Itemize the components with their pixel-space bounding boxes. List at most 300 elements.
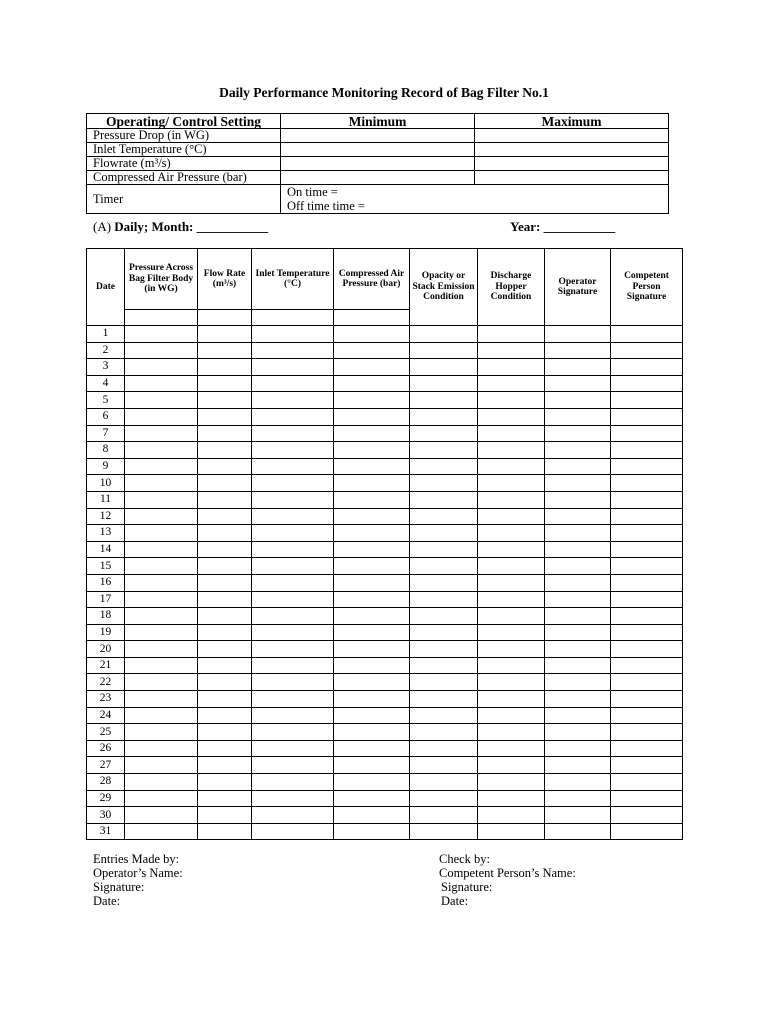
log-entry-cell[interactable] xyxy=(334,342,410,359)
log-entry-cell[interactable] xyxy=(545,375,611,392)
log-entry-cell[interactable] xyxy=(125,724,198,741)
log-entry-cell[interactable] xyxy=(410,574,478,591)
log-entry-cell[interactable] xyxy=(198,408,252,425)
log-entry-cell[interactable] xyxy=(545,558,611,575)
setting-label: Flowrate (m³/s) xyxy=(87,157,281,171)
setting-minimum-cell[interactable] xyxy=(281,143,475,157)
log-row xyxy=(87,425,683,442)
log-entry-cell[interactable] xyxy=(410,740,478,757)
log-entry-cell[interactable] xyxy=(198,740,252,757)
log-entry-cell[interactable] xyxy=(478,657,545,674)
log-entry-cell[interactable] xyxy=(478,707,545,724)
log-entry-cell[interactable] xyxy=(125,823,198,840)
log-entry-cell[interactable] xyxy=(125,541,198,558)
log-entry-cell[interactable] xyxy=(410,558,478,575)
log-entry-cell[interactable] xyxy=(410,608,478,625)
log-entry-cell[interactable] xyxy=(611,408,683,425)
log-entry-cell[interactable] xyxy=(545,392,611,409)
log-entry-cell[interactable] xyxy=(410,624,478,641)
log-entry-cell[interactable] xyxy=(478,359,545,376)
entries-made-by: Entries Made by: xyxy=(93,852,180,866)
log-row xyxy=(87,691,683,708)
settings-header-maximum: Maximum xyxy=(475,114,669,129)
log-entry-cell[interactable] xyxy=(252,757,334,774)
log-row xyxy=(87,375,683,392)
log-entry-cell[interactable] xyxy=(410,657,478,674)
log-entry-cell[interactable] xyxy=(252,774,334,791)
log-entry-cell[interactable] xyxy=(478,790,545,807)
day-number: 2 xyxy=(87,342,125,359)
log-entry-cell[interactable] xyxy=(125,508,198,525)
log-entry-cell[interactable] xyxy=(125,657,198,674)
log-entry-cell[interactable] xyxy=(252,375,334,392)
log-entry-cell[interactable] xyxy=(478,608,545,625)
day-number: 12 xyxy=(87,508,125,525)
log-entry-cell[interactable] xyxy=(198,326,252,343)
log-entry-cell[interactable] xyxy=(611,558,683,575)
log-entry-cell[interactable] xyxy=(478,525,545,542)
log-entry-cell[interactable] xyxy=(410,790,478,807)
log-entry-cell[interactable] xyxy=(125,807,198,824)
log-entry-cell[interactable] xyxy=(252,442,334,459)
setting-maximum-cell[interactable] xyxy=(475,157,669,171)
col-discharge-header: Discharge Hopper Condition xyxy=(478,249,545,326)
setting-minimum-cell[interactable] xyxy=(281,129,475,143)
log-entry-cell[interactable] xyxy=(198,757,252,774)
log-entry-cell[interactable] xyxy=(410,475,478,492)
log-row xyxy=(87,491,683,508)
log-entry-cell[interactable] xyxy=(611,458,683,475)
log-row xyxy=(87,657,683,674)
log-entry-cell[interactable] xyxy=(125,790,198,807)
log-entry-cell[interactable] xyxy=(125,624,198,641)
log-entry-cell[interactable] xyxy=(334,525,410,542)
log-entry-cell[interactable] xyxy=(545,508,611,525)
log-entry-cell[interactable] xyxy=(334,724,410,741)
log-entry-cell[interactable] xyxy=(252,724,334,741)
log-entry-cell[interactable] xyxy=(198,508,252,525)
log-entry-cell[interactable] xyxy=(478,641,545,658)
log-entry-cell[interactable] xyxy=(125,408,198,425)
period-year xyxy=(510,219,615,235)
log-entry-cell[interactable] xyxy=(198,641,252,658)
log-entry-cell[interactable] xyxy=(410,641,478,658)
log-entry-cell[interactable] xyxy=(125,458,198,475)
log-entry-cell[interactable] xyxy=(545,491,611,508)
log-entry-cell[interactable] xyxy=(125,392,198,409)
day-number: 15 xyxy=(87,558,125,575)
log-entry-cell[interactable] xyxy=(410,774,478,791)
log-entry-cell[interactable] xyxy=(611,691,683,708)
day-number: 25 xyxy=(87,724,125,741)
log-entry-cell[interactable] xyxy=(125,491,198,508)
day-number: 21 xyxy=(87,657,125,674)
log-entry-cell[interactable] xyxy=(252,674,334,691)
log-entry-cell[interactable] xyxy=(545,342,611,359)
log-entry-cell[interactable] xyxy=(125,342,198,359)
log-entry-cell[interactable] xyxy=(334,425,410,442)
log-entry-cell[interactable] xyxy=(545,624,611,641)
log-entry-cell[interactable] xyxy=(545,707,611,724)
log-entry-cell[interactable] xyxy=(252,525,334,542)
log-entry-cell[interactable] xyxy=(611,724,683,741)
log-entry-cell[interactable] xyxy=(611,475,683,492)
log-entry-cell[interactable] xyxy=(334,359,410,376)
log-entry-cell[interactable] xyxy=(252,740,334,757)
log-entry-cell[interactable] xyxy=(410,491,478,508)
log-entry-cell[interactable] xyxy=(478,774,545,791)
log-entry-cell[interactable] xyxy=(334,475,410,492)
log-entry-cell[interactable] xyxy=(198,674,252,691)
log-entry-cell[interactable] xyxy=(478,757,545,774)
log-entry-cell[interactable] xyxy=(611,375,683,392)
log-entry-cell[interactable] xyxy=(334,790,410,807)
log-entry-cell[interactable] xyxy=(611,624,683,641)
log-entry-cell[interactable] xyxy=(611,359,683,376)
log-entry-cell[interactable] xyxy=(125,525,198,542)
log-entry-cell[interactable] xyxy=(611,392,683,409)
log-entry-cell[interactable] xyxy=(125,326,198,343)
log-entry-cell[interactable] xyxy=(410,707,478,724)
day-number: 13 xyxy=(87,525,125,542)
log-entry-cell[interactable] xyxy=(611,823,683,840)
day-number: 1 xyxy=(87,326,125,343)
log-entry-cell[interactable] xyxy=(334,408,410,425)
log-entry-cell[interactable] xyxy=(545,425,611,442)
log-entry-cell[interactable] xyxy=(198,525,252,542)
log-entry-cell[interactable] xyxy=(125,740,198,757)
log-entry-cell[interactable] xyxy=(125,574,198,591)
log-entry-cell[interactable] xyxy=(198,342,252,359)
log-entry-cell[interactable] xyxy=(252,790,334,807)
log-entry-cell[interactable] xyxy=(198,491,252,508)
log-entry-cell[interactable] xyxy=(611,541,683,558)
log-entry-cell[interactable] xyxy=(410,823,478,840)
log-entry-cell[interactable] xyxy=(410,691,478,708)
log-entry-cell[interactable] xyxy=(334,707,410,724)
log-entry-cell[interactable] xyxy=(545,541,611,558)
log-entry-cell[interactable] xyxy=(478,425,545,442)
period-month xyxy=(93,219,268,235)
log-entry-cell[interactable] xyxy=(478,691,545,708)
log-entry-cell[interactable] xyxy=(410,757,478,774)
log-entry-cell[interactable] xyxy=(478,574,545,591)
log-entry-cell[interactable] xyxy=(125,608,198,625)
log-entry-cell[interactable] xyxy=(611,674,683,691)
log-entry-cell[interactable] xyxy=(611,774,683,791)
log-entry-cell[interactable] xyxy=(125,757,198,774)
log-entry-cell[interactable] xyxy=(125,774,198,791)
log-entry-cell[interactable] xyxy=(334,740,410,757)
log-entry-cell[interactable] xyxy=(611,591,683,608)
log-entry-cell[interactable] xyxy=(545,442,611,459)
col-inlet-header: Inlet Temperature (°C) xyxy=(252,249,334,310)
log-entry-cell[interactable] xyxy=(252,641,334,658)
log-entry-cell[interactable] xyxy=(545,475,611,492)
log-entry-cell[interactable] xyxy=(611,425,683,442)
log-entry-cell[interactable] xyxy=(125,691,198,708)
log-entry-cell[interactable] xyxy=(478,674,545,691)
log-entry-cell[interactable] xyxy=(611,740,683,757)
log-entry-cell[interactable] xyxy=(410,442,478,459)
log-entry-cell[interactable] xyxy=(545,525,611,542)
log-entry-cell[interactable] xyxy=(334,458,410,475)
log-row xyxy=(87,724,683,741)
log-entry-cell[interactable] xyxy=(334,375,410,392)
log-row xyxy=(87,674,683,691)
log-entry-cell[interactable] xyxy=(252,574,334,591)
log-entry-cell[interactable] xyxy=(611,657,683,674)
log-entry-cell[interactable] xyxy=(252,691,334,708)
log-entry-cell[interactable] xyxy=(334,392,410,409)
log-entry-cell[interactable] xyxy=(410,425,478,442)
log-entry-cell[interactable] xyxy=(334,774,410,791)
log-entry-cell[interactable] xyxy=(545,674,611,691)
log-entry-cell[interactable] xyxy=(334,508,410,525)
log-entry-cell[interactable] xyxy=(545,608,611,625)
log-entry-cell[interactable] xyxy=(252,425,334,442)
log-entry-cell[interactable] xyxy=(545,691,611,708)
day-number: 19 xyxy=(87,624,125,641)
log-entry-cell[interactable] xyxy=(410,674,478,691)
day-number: 7 xyxy=(87,425,125,442)
log-entry-cell[interactable] xyxy=(334,574,410,591)
log-entry-cell[interactable] xyxy=(478,442,545,459)
log-entry-cell[interactable] xyxy=(478,541,545,558)
log-entry-cell[interactable] xyxy=(410,724,478,741)
log-entry-cell[interactable] xyxy=(198,425,252,442)
log-entry-cell[interactable] xyxy=(252,326,334,343)
setting-minimum-cell[interactable] xyxy=(281,157,475,171)
log-entry-cell[interactable] xyxy=(198,591,252,608)
log-entry-cell[interactable] xyxy=(252,558,334,575)
log-entry-cell[interactable] xyxy=(125,375,198,392)
log-entry-cell[interactable] xyxy=(545,790,611,807)
log-entry-cell[interactable] xyxy=(125,558,198,575)
log-entry-cell[interactable] xyxy=(125,425,198,442)
log-entry-cell[interactable] xyxy=(125,359,198,376)
log-entry-cell[interactable] xyxy=(478,475,545,492)
log-entry-cell[interactable] xyxy=(125,591,198,608)
setting-minimum-cell[interactable] xyxy=(281,171,475,185)
day-number: 29 xyxy=(87,790,125,807)
log-entry-cell[interactable] xyxy=(478,724,545,741)
log-entry-cell[interactable] xyxy=(410,392,478,409)
log-entry-cell[interactable] xyxy=(478,807,545,824)
log-entry-cell[interactable] xyxy=(252,359,334,376)
setting-maximum-cell[interactable] xyxy=(475,129,669,143)
footer-check xyxy=(439,852,576,908)
log-row xyxy=(87,757,683,774)
log-entry-cell[interactable] xyxy=(410,508,478,525)
log-entry-cell[interactable] xyxy=(198,807,252,824)
log-entry-cell[interactable] xyxy=(611,574,683,591)
log-entry-cell[interactable] xyxy=(198,707,252,724)
log-entry-cell[interactable] xyxy=(198,790,252,807)
log-entry-cell[interactable] xyxy=(334,326,410,343)
log-entry-cell[interactable] xyxy=(334,624,410,641)
daily-month-label: Daily; Month: ___________ xyxy=(114,219,269,234)
setting-maximum-cell[interactable] xyxy=(475,143,669,157)
log-entry-cell[interactable] xyxy=(198,458,252,475)
log-entry-cell[interactable] xyxy=(545,574,611,591)
log-entry-cell[interactable] xyxy=(252,491,334,508)
log-entry-cell[interactable] xyxy=(410,807,478,824)
log-entry-cell[interactable] xyxy=(545,458,611,475)
day-number: 16 xyxy=(87,574,125,591)
settings-timer-row xyxy=(87,185,669,214)
log-entry-cell[interactable] xyxy=(198,558,252,575)
log-entry-cell[interactable] xyxy=(252,408,334,425)
log-entry-cell[interactable] xyxy=(410,342,478,359)
day-number: 8 xyxy=(87,442,125,459)
day-number: 17 xyxy=(87,591,125,608)
log-entry-cell[interactable] xyxy=(198,392,252,409)
log-entry-cell[interactable] xyxy=(125,707,198,724)
log-entry-cell[interactable] xyxy=(198,724,252,741)
log-entry-cell[interactable] xyxy=(611,342,683,359)
log-entry-cell[interactable] xyxy=(410,359,478,376)
log-entry-cell[interactable] xyxy=(478,392,545,409)
log-entry-cell[interactable] xyxy=(198,657,252,674)
log-entry-cell[interactable] xyxy=(545,657,611,674)
log-entry-cell[interactable] xyxy=(410,326,478,343)
day-number: 18 xyxy=(87,608,125,625)
log-entry-cell[interactable] xyxy=(545,326,611,343)
log-entry-cell[interactable] xyxy=(252,608,334,625)
log-entry-cell[interactable] xyxy=(611,757,683,774)
log-entry-cell[interactable] xyxy=(252,657,334,674)
log-entry-cell[interactable] xyxy=(198,574,252,591)
log-entry-cell[interactable] xyxy=(252,508,334,525)
log-entry-cell[interactable] xyxy=(252,823,334,840)
log-entry-cell[interactable] xyxy=(478,740,545,757)
log-entry-cell[interactable] xyxy=(198,442,252,459)
log-entry-cell[interactable] xyxy=(478,591,545,608)
log-entry-cell[interactable] xyxy=(198,541,252,558)
log-entry-cell[interactable] xyxy=(478,823,545,840)
log-entry-cell[interactable] xyxy=(545,641,611,658)
log-entry-cell[interactable] xyxy=(545,359,611,376)
log-entry-cell[interactable] xyxy=(334,674,410,691)
log-row xyxy=(87,408,683,425)
log-entry-cell[interactable] xyxy=(478,326,545,343)
log-entry-cell[interactable] xyxy=(334,641,410,658)
log-entry-cell[interactable] xyxy=(478,342,545,359)
log-entry-cell[interactable] xyxy=(334,691,410,708)
log-entry-cell[interactable] xyxy=(478,458,545,475)
log-entry-cell[interactable] xyxy=(410,525,478,542)
log-entry-cell[interactable] xyxy=(611,807,683,824)
log-entry-cell[interactable] xyxy=(198,608,252,625)
log-entry-cell[interactable] xyxy=(478,375,545,392)
log-entry-cell[interactable] xyxy=(198,359,252,376)
log-entry-cell[interactable] xyxy=(252,475,334,492)
log-entry-cell[interactable] xyxy=(252,458,334,475)
log-entry-cell[interactable] xyxy=(478,624,545,641)
log-entry-cell[interactable] xyxy=(198,475,252,492)
timer-values[interactable] xyxy=(281,185,669,214)
log-entry-cell[interactable] xyxy=(545,774,611,791)
log-entry-cell[interactable] xyxy=(334,757,410,774)
log-entry-cell[interactable] xyxy=(545,740,611,757)
log-entry-cell[interactable] xyxy=(125,442,198,459)
log-entry-cell[interactable] xyxy=(252,541,334,558)
log-entry-cell[interactable] xyxy=(125,641,198,658)
log-entry-cell[interactable] xyxy=(334,823,410,840)
log-entry-cell[interactable] xyxy=(545,408,611,425)
log-entry-cell[interactable] xyxy=(252,591,334,608)
log-entry-cell[interactable] xyxy=(252,807,334,824)
day-number: 6 xyxy=(87,408,125,425)
log-entry-cell[interactable] xyxy=(334,608,410,625)
log-entry-cell[interactable] xyxy=(198,691,252,708)
log-entry-cell[interactable] xyxy=(611,790,683,807)
log-entry-cell[interactable] xyxy=(611,326,683,343)
log-entry-cell[interactable] xyxy=(334,442,410,459)
log-entry-cell[interactable] xyxy=(611,707,683,724)
log-entry-cell[interactable] xyxy=(252,624,334,641)
check-by: Check by: xyxy=(439,852,491,866)
log-entry-cell[interactable] xyxy=(252,392,334,409)
log-entry-cell[interactable] xyxy=(334,491,410,508)
log-entry-cell[interactable] xyxy=(545,823,611,840)
log-entry-cell[interactable] xyxy=(125,674,198,691)
log-entry-cell[interactable] xyxy=(410,458,478,475)
log-entry-cell[interactable] xyxy=(611,608,683,625)
log-entry-cell[interactable] xyxy=(252,707,334,724)
log-entry-cell[interactable] xyxy=(334,558,410,575)
log-entry-cell[interactable] xyxy=(198,624,252,641)
day-number: 24 xyxy=(87,707,125,724)
log-entry-cell[interactable] xyxy=(478,408,545,425)
log-entry-cell[interactable] xyxy=(334,807,410,824)
subheader-cell xyxy=(198,310,252,326)
log-entry-cell[interactable] xyxy=(478,508,545,525)
log-entry-cell[interactable] xyxy=(410,408,478,425)
log-entry-cell[interactable] xyxy=(198,375,252,392)
log-entry-cell[interactable] xyxy=(125,475,198,492)
log-entry-cell[interactable] xyxy=(478,558,545,575)
daily-log-table xyxy=(86,248,683,840)
log-entry-cell[interactable] xyxy=(334,541,410,558)
log-row xyxy=(87,326,683,343)
log-entry-cell[interactable] xyxy=(611,442,683,459)
log-entry-cell[interactable] xyxy=(198,823,252,840)
log-entry-cell[interactable] xyxy=(611,641,683,658)
log-body xyxy=(87,326,683,840)
log-row xyxy=(87,807,683,824)
log-entry-cell[interactable] xyxy=(545,591,611,608)
log-entry-cell[interactable] xyxy=(545,807,611,824)
log-entry-cell[interactable] xyxy=(478,491,545,508)
col-pressure-header: Pressure Across Bag Filter Body (in WG) xyxy=(125,249,198,310)
log-entry-cell[interactable] xyxy=(611,525,683,542)
log-entry-cell[interactable] xyxy=(410,541,478,558)
log-entry-cell[interactable] xyxy=(611,491,683,508)
log-entry-cell[interactable] xyxy=(252,342,334,359)
log-entry-cell[interactable] xyxy=(334,591,410,608)
log-entry-cell[interactable] xyxy=(334,657,410,674)
log-entry-cell[interactable] xyxy=(611,508,683,525)
log-entry-cell[interactable] xyxy=(198,774,252,791)
log-entry-cell[interactable] xyxy=(410,591,478,608)
setting-maximum-cell[interactable] xyxy=(475,171,669,185)
log-entry-cell[interactable] xyxy=(545,724,611,741)
day-number: 30 xyxy=(87,807,125,824)
log-entry-cell[interactable] xyxy=(410,375,478,392)
log-entry-cell[interactable] xyxy=(545,757,611,774)
